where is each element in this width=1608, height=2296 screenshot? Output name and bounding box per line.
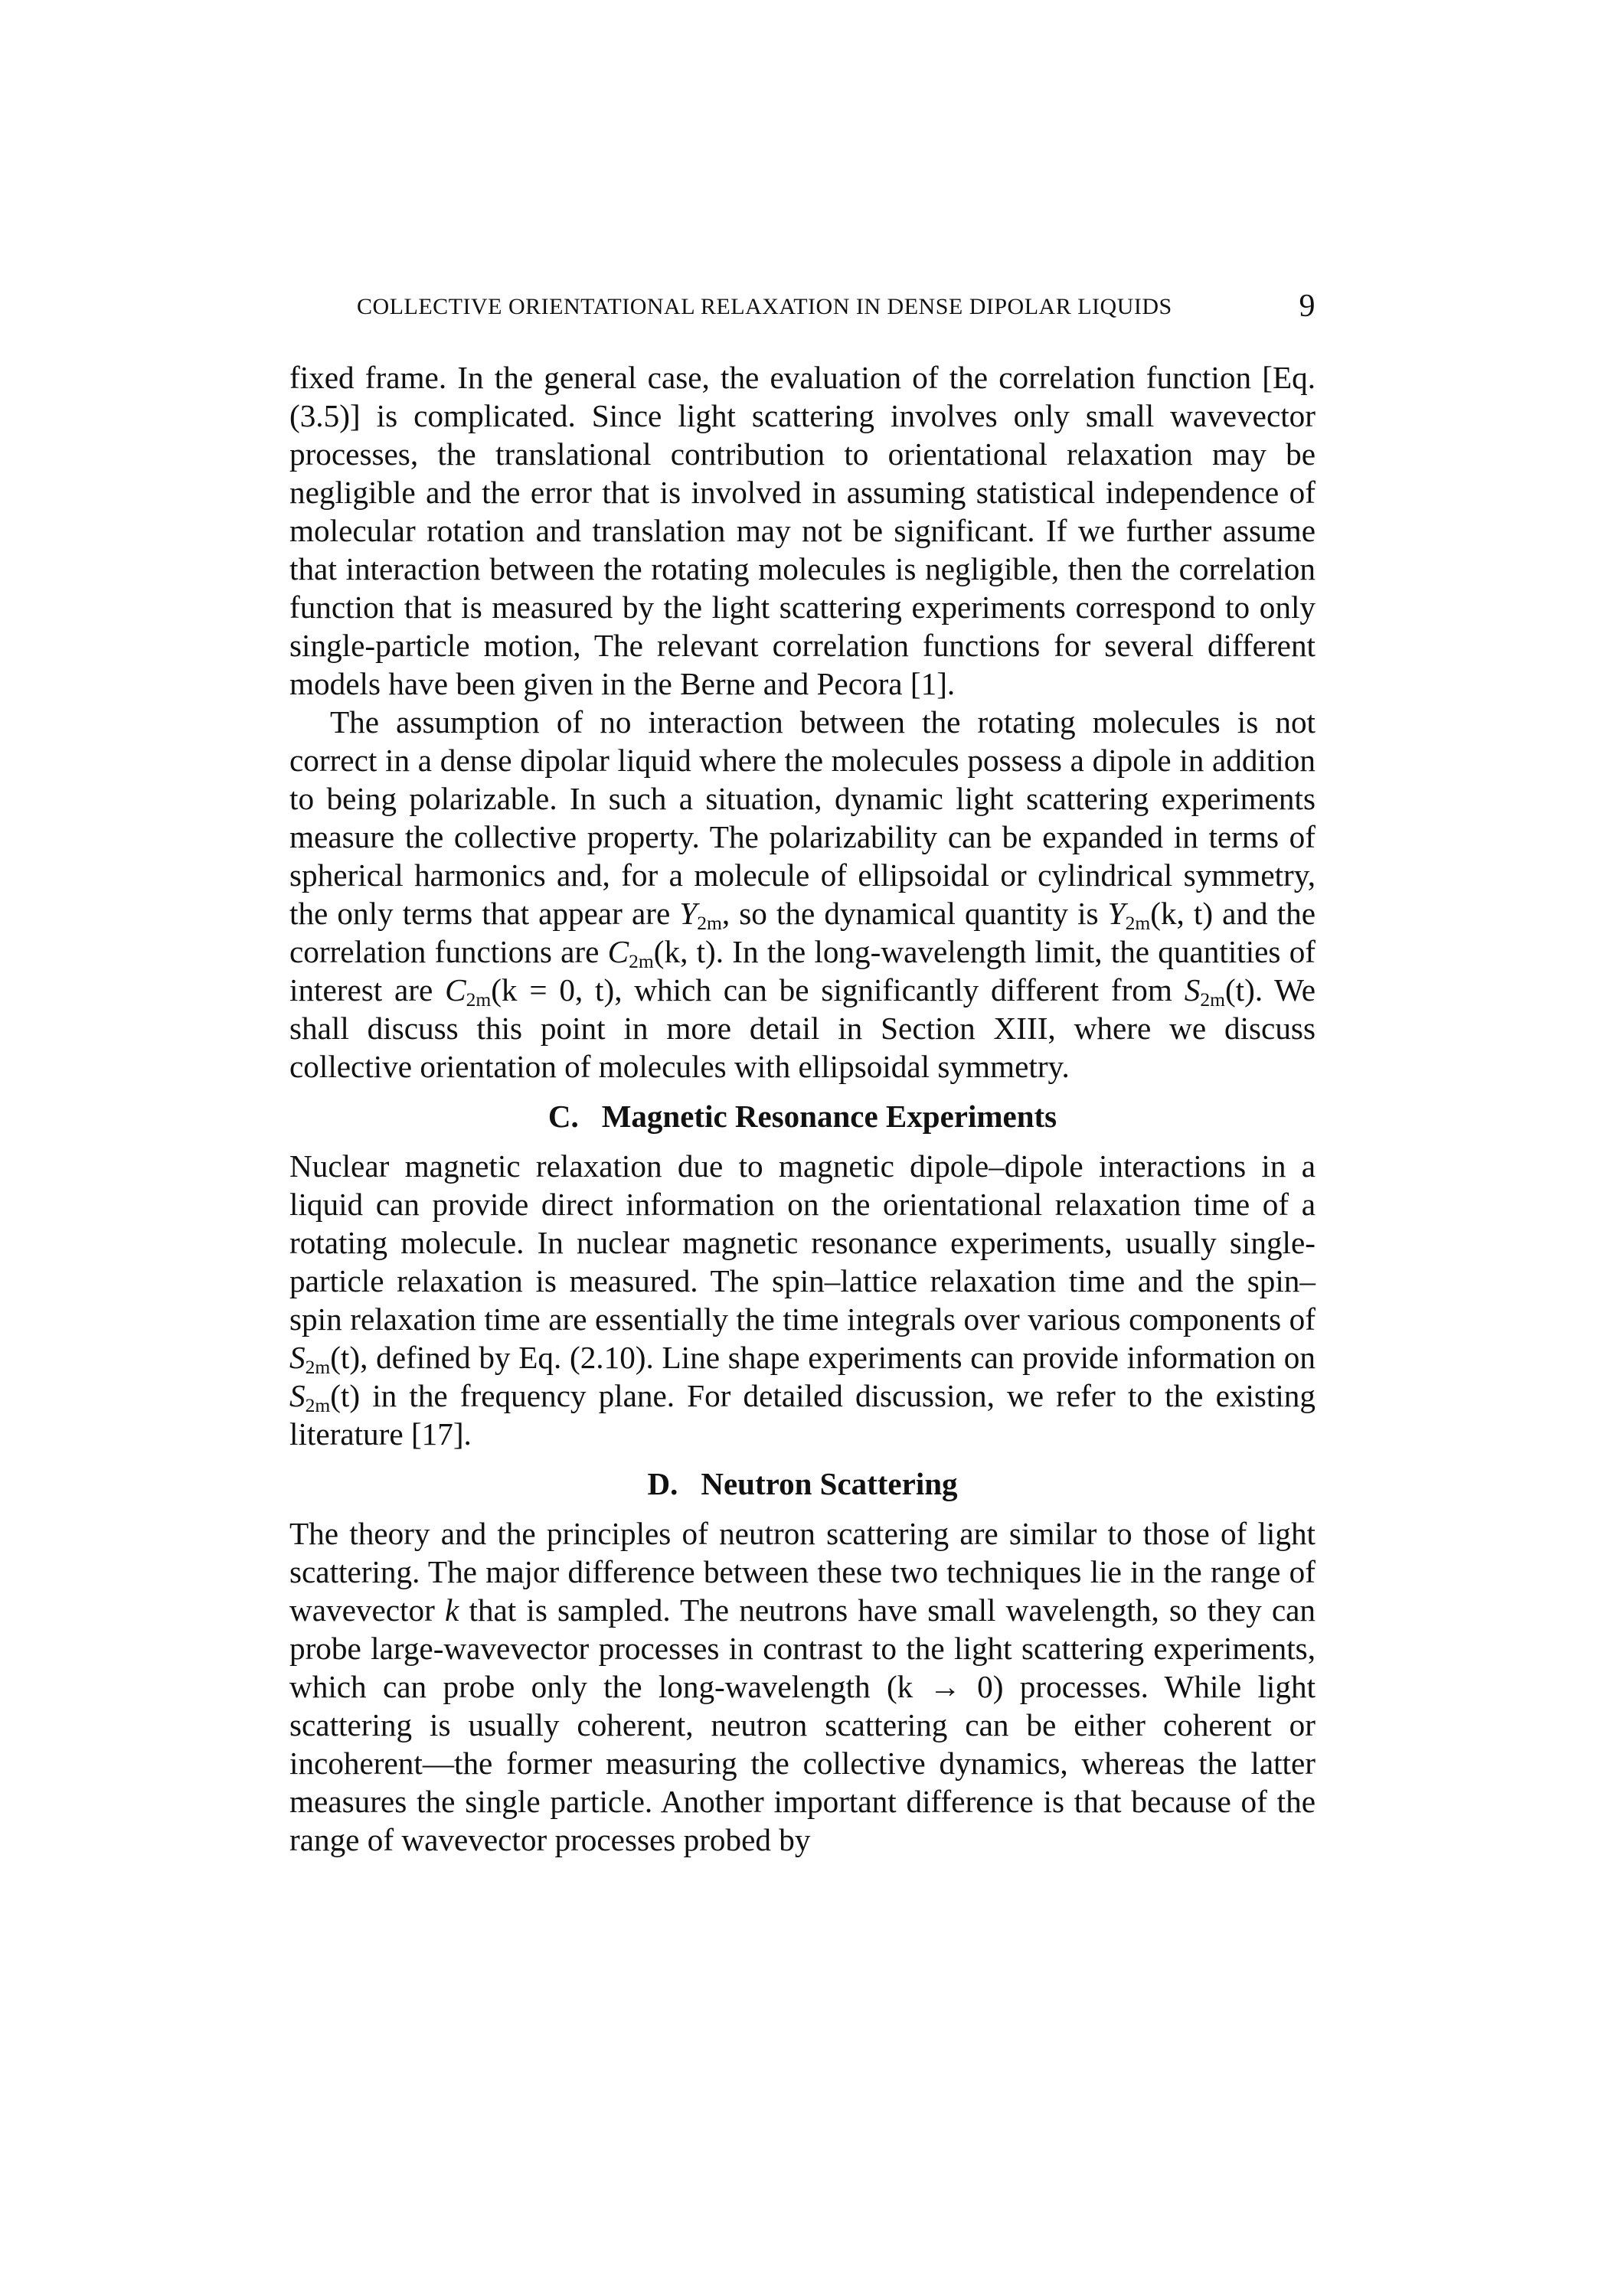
args-t: (t) — [330, 1378, 361, 1413]
subscript-2m: 2m — [305, 1356, 331, 1379]
args-kt: (k, t) — [653, 934, 716, 969]
text-run: , so the dynamical quantity is — [721, 896, 1099, 931]
symbol-S: S — [1184, 972, 1201, 1008]
symbol-k: k — [445, 1592, 459, 1628]
page-number: 9 — [1299, 289, 1315, 324]
text-run: and the correlation functions are — [289, 896, 1316, 969]
symbol-S: S — [289, 1378, 306, 1413]
symbol-C: C — [607, 934, 629, 969]
text-run: The assumption of no interaction between the rotating molecules is not correct in a dense dipolar liquid where the molecules possess a dipole in addition to being polarizable. In such a situation, dynamic light scattering experiments measure the collective property. The polarizability can be expanded in terms of spherical harmonics and, for a molecule of ellipsoidal or cylindrical symmetry, the only terms that appear are — [289, 704, 1315, 931]
args-kt: (k, t) — [1150, 896, 1214, 931]
running-title: COLLECTIVE ORIENTATIONAL RELAXATION IN DENSE DIPOLAR LIQUIDS — [357, 294, 1172, 319]
section-title: Neutron Scattering — [701, 1466, 958, 1501]
section-heading-magnetic-resonance — [289, 1093, 1315, 1139]
subscript-2m: 2m — [1200, 988, 1225, 1011]
args-t: (t) — [330, 1340, 361, 1375]
symbol-C: C — [445, 972, 466, 1008]
long-wavelength-limit: (k → 0) — [886, 1669, 1004, 1704]
paragraph-nmr — [289, 1147, 1315, 1453]
body-text — [289, 358, 1315, 1859]
text-run: . We shall discuss this point in more detail in Section XIII, where we discuss collective orientation of molecules with ellipsoidal symmetry. — [289, 972, 1316, 1084]
subscript-2m: 2m — [1125, 912, 1151, 935]
subscript-2m: 2m — [697, 912, 722, 935]
subscript-2m: 2m — [305, 1394, 331, 1417]
subscript-2m: 2m — [466, 988, 492, 1011]
paragraph-light-scattering-continued: fixed frame. In the general case, the evaluation of the correlation function [Eq. (3.5)] is complicated. Since light scattering involves only small wavevector processes, the translational contribution to orientational relaxation may be negligible and the error that is involved in assuming statistical independence of molecular rotation and translation may not be significant. If we further assume that interaction between the rotating molecules is negligible, then the correlation function that is measured by the light scattering experiments correspond to only single-particle motion, The relevant correlation functions for several different models have been given in the Berne and Pecora [1]. — [289, 360, 1315, 701]
subscript-2m: 2m — [629, 950, 654, 973]
text-run: . In the long-wavelength limit, the quantities of interest are — [289, 934, 1315, 1008]
text-run: in the frequency plane. For detailed discussion, we refer to the existing literature [17]. — [289, 1378, 1315, 1452]
text-run: that is sampled. The neutrons have small wavelength, so they can probe large-wavevector processes in contrast to the light scattering experiments, which can probe only the long-wavelength — [289, 1592, 1316, 1704]
text-run: , defined by Eq. (2.10). Line shape experiments can provide information on — [360, 1340, 1315, 1375]
paragraph-neutron — [289, 1514, 1315, 1859]
section-letter: C. — [547, 1099, 579, 1134]
symbol-S: S — [289, 1340, 306, 1375]
text-run: The theory and the principles of neutron scattering are similar to those of light scattering. The major difference between these two techniques lie in the range of wavevector — [289, 1516, 1315, 1628]
section-title: Magnetic Resonance Experiments — [601, 1099, 1057, 1134]
text-run: processes. While light scattering is usually coherent, neutron scattering can be either coherent or incoherent—the former measuring the collective dynamics, whereas the latter measures the single particle. Another important difference is that because of the range of wavevector processes probed by — [289, 1669, 1316, 1857]
paragraph-collective-property — [289, 703, 1315, 1086]
running-head — [343, 282, 1315, 328]
text-run: , which can be significantly different from — [614, 972, 1172, 1008]
section-heading-neutron-scattering — [289, 1461, 1315, 1507]
section-letter: D. — [647, 1466, 678, 1501]
symbol-Y: Y — [679, 896, 698, 931]
symbol-Y: Y — [1107, 896, 1126, 931]
text-run: Nuclear magnetic relaxation due to magnetic dipole–dipole interactions in a liquid can provide direct information on the orientational relaxation time of a rotating molecule. In nuclear magnetic resonance experiments, usually single-particle relaxation is measured. The spin–lattice relaxation time and the spin–spin relaxation time are essentially the time integrals over various components of — [289, 1148, 1315, 1337]
args-t: (t) — [1224, 972, 1255, 1008]
args-k0t: (k = 0, t) — [491, 972, 615, 1008]
